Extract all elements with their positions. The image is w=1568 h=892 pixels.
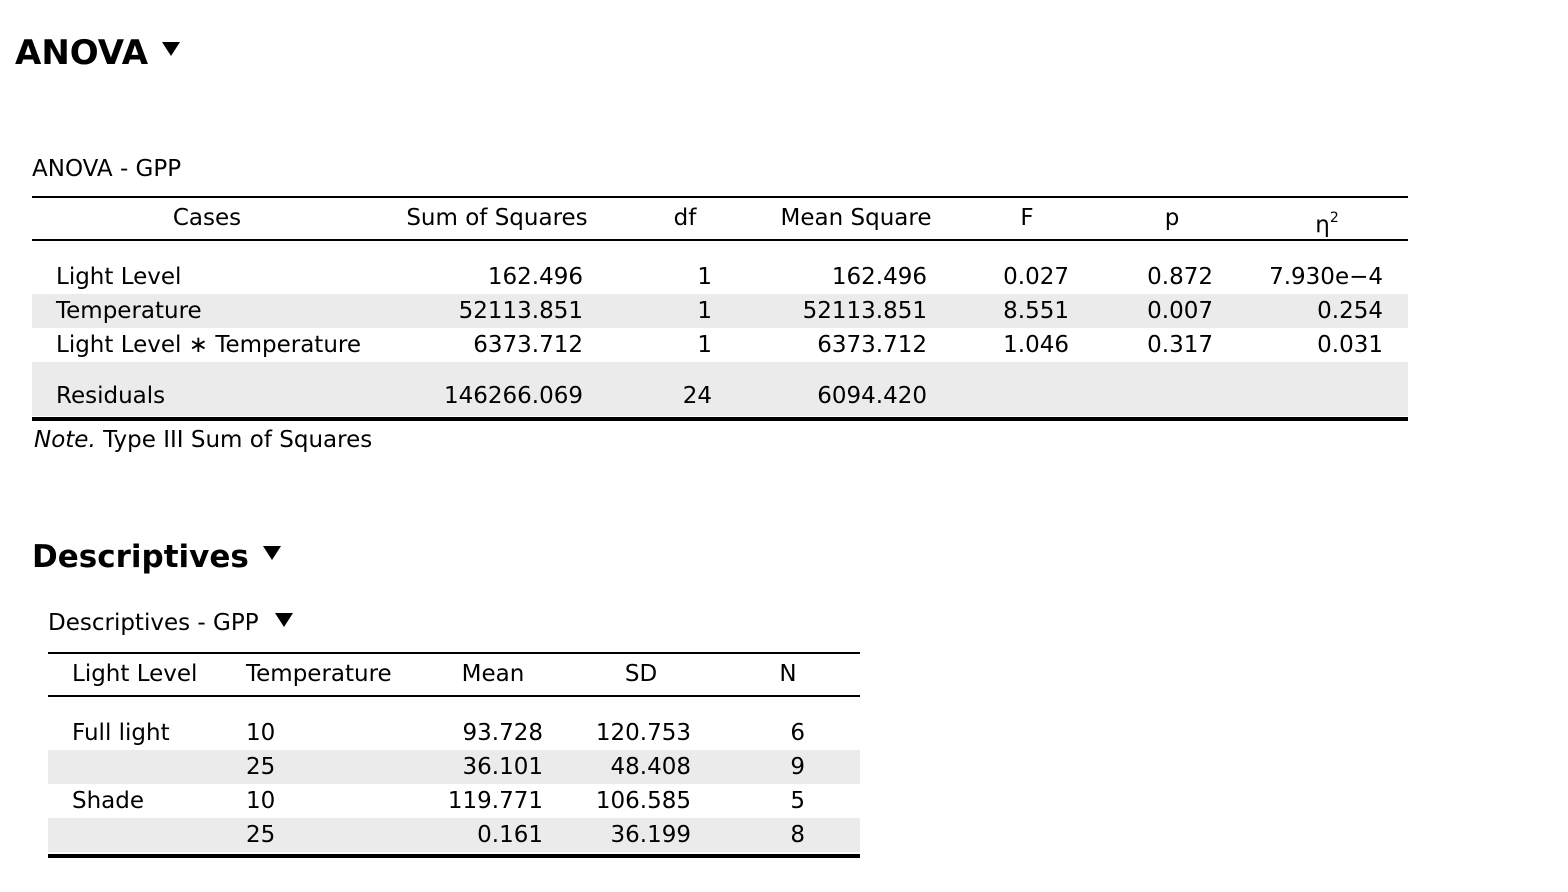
mean-value: 93.728 [462, 720, 543, 746]
descriptives-table [48, 652, 860, 862]
anova-table-title-text: ANOVA - GPP [32, 156, 182, 182]
eta-value [1232, 379, 1383, 413]
table-row [32, 294, 1408, 328]
df-value: 1 [697, 332, 712, 358]
anova-bottom-rule [32, 417, 1408, 421]
case-label: Light Level ∗ Temperature [56, 332, 362, 358]
sd-value: 120.753 [595, 720, 691, 746]
case-label: Residuals [56, 383, 166, 409]
descriptives-table-caret-icon[interactable] [275, 613, 293, 627]
n-value: 8 [790, 822, 805, 848]
ss-value: 52113.851 [458, 298, 583, 324]
df-value: 1 [697, 264, 712, 290]
temperature-value: 10 [246, 788, 276, 814]
light-level-value: Shade [72, 788, 145, 814]
ms-value: 6094.420 [817, 383, 927, 409]
p-value [1122, 379, 1213, 413]
mean-value: 0.161 [477, 822, 543, 848]
ms-value: 162.496 [831, 264, 927, 290]
descriptives-collapse-caret-icon[interactable] [263, 546, 281, 560]
ss-value: 162.496 [487, 264, 583, 290]
col-header-p: p [1164, 205, 1180, 231]
col-header-mean: Mean [461, 661, 525, 687]
col-header-sd: SD [624, 661, 658, 687]
table-row [48, 716, 860, 750]
ms-value: 52113.851 [802, 298, 927, 324]
descriptives-heading [32, 537, 281, 577]
anova-heading-text: ANOVA [15, 33, 149, 73]
f-value: 1.046 [1003, 332, 1069, 358]
desc-bottom-rule [48, 854, 860, 858]
case-label: Temperature [56, 298, 202, 324]
sd-value: 48.408 [610, 754, 691, 780]
ms-value: 6373.712 [817, 332, 927, 358]
col-header-sum-of-squares: Sum of Squares [406, 205, 588, 231]
p-value: 0.007 [1147, 298, 1213, 324]
df-value: 24 [682, 383, 712, 409]
case-label: Light Level [56, 264, 182, 290]
eta-symbol: η [1315, 212, 1330, 238]
anova-collapse-caret-icon[interactable] [162, 42, 180, 56]
col-header-cases: Cases [172, 205, 242, 231]
descriptives-table-title-text: Descriptives - GPP [48, 610, 259, 636]
col-header-temperature: Temperature [246, 661, 392, 687]
anova-heading [15, 33, 180, 73]
eta-value: 0.031 [1317, 332, 1383, 358]
ss-value: 6373.712 [473, 332, 583, 358]
f-value: 8.551 [1003, 298, 1069, 324]
table-row [32, 328, 1408, 362]
col-header-mean-square: Mean Square [780, 205, 932, 231]
anova-header-row [32, 198, 1408, 238]
sd-value: 36.199 [610, 822, 691, 848]
eta-value: 0.254 [1317, 298, 1383, 324]
p-value: 0.317 [1147, 332, 1213, 358]
light-level-value: Full light [72, 720, 170, 746]
anova-table-note [34, 425, 372, 455]
mean-value: 119.771 [447, 788, 543, 814]
n-value: 6 [790, 720, 805, 746]
desc-header-rule [48, 695, 860, 697]
note-text: Type III Sum of Squares [103, 427, 373, 453]
anova-table [32, 196, 1408, 422]
f-value: 0.027 [1003, 264, 1069, 290]
table-row [32, 362, 1408, 416]
n-value: 9 [790, 754, 805, 780]
temperature-value: 25 [246, 754, 276, 780]
sd-value: 106.585 [595, 788, 691, 814]
eta-superscript: 2 [1329, 210, 1339, 226]
anova-table-title [32, 154, 181, 184]
f-value [972, 379, 1069, 413]
col-header-f: F [1020, 205, 1034, 231]
table-row [48, 818, 860, 852]
n-value: 5 [790, 788, 805, 814]
col-header-df: df [673, 205, 697, 231]
col-header-n: N [779, 661, 797, 687]
descriptives-table-title [48, 608, 293, 638]
desc-header-row [48, 654, 860, 694]
descriptives-heading-text: Descriptives [32, 539, 249, 575]
temperature-value: 25 [246, 822, 276, 848]
anova-header-rule [32, 239, 1408, 241]
note-label: Note. [34, 427, 96, 453]
eta-value: 7.930e−4 [1269, 264, 1383, 290]
table-row [48, 784, 860, 818]
ss-value: 146266.069 [443, 383, 583, 409]
df-value: 1 [697, 298, 712, 324]
temperature-value: 10 [246, 720, 276, 746]
table-row [32, 260, 1408, 294]
col-header-light-level: Light Level [72, 661, 198, 687]
mean-value: 36.101 [462, 754, 543, 780]
table-row [48, 750, 860, 784]
col-header-eta-squared [1282, 198, 1372, 238]
p-value: 0.872 [1147, 264, 1213, 290]
